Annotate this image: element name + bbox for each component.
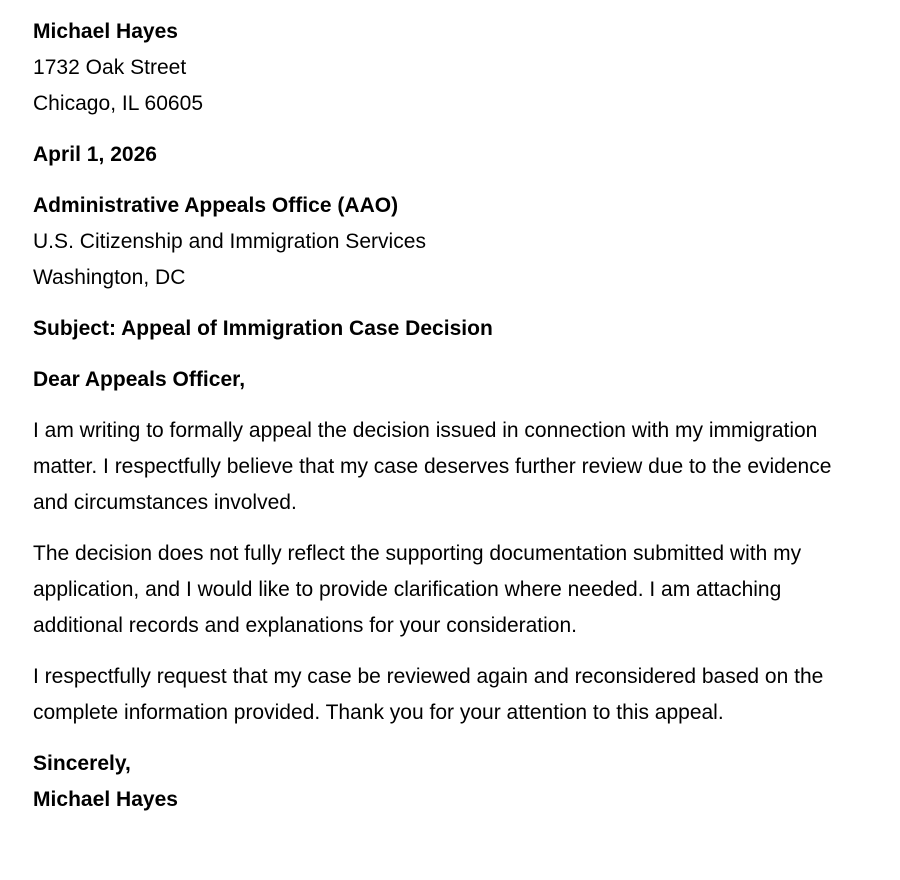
subject-line: Subject: Appeal of Immigration Case Decision [33,317,493,340]
letter-date: April 1, 2026 [33,143,157,166]
recipient-agency: U.S. Citizenship and Immigration Services [33,230,426,253]
subject-block [33,311,860,347]
recipient-location: Washington, DC [33,266,186,289]
recipient-office: Administrative Appeals Office (AAO) [33,194,399,217]
signature-name: Michael Hayes [33,788,179,811]
sender-name: Michael Hayes [33,20,179,43]
valediction: Sincerely, [33,752,131,775]
recipient-address-block [33,188,860,296]
sender-address-block [33,14,860,122]
closing-block [33,746,860,818]
body-paragraph-1: I am writing to formally appeal the decision issued in connection with my immigration matter. I respectfully believe that my case deserves further review due to the evidence and circumstances involved. [33,419,832,514]
body-paragraph-3: I respectfully request that my case be reviewed again and reconsidered based on the complete information provided. Thank you for your attention to this appeal. [33,665,824,724]
sender-street: 1732 Oak Street [33,56,187,79]
body-paragraph-2: The decision does not fully reflect the supporting documentation submitted with my application, and I would like to provide clarification where needed. I am attaching additional records and explanations for your consideration. [33,542,802,637]
salutation-block [33,362,860,398]
salutation: Dear Appeals Officer, [33,368,246,391]
date-block [33,137,860,173]
sender-city-state-zip: Chicago, IL 60605 [33,92,204,115]
